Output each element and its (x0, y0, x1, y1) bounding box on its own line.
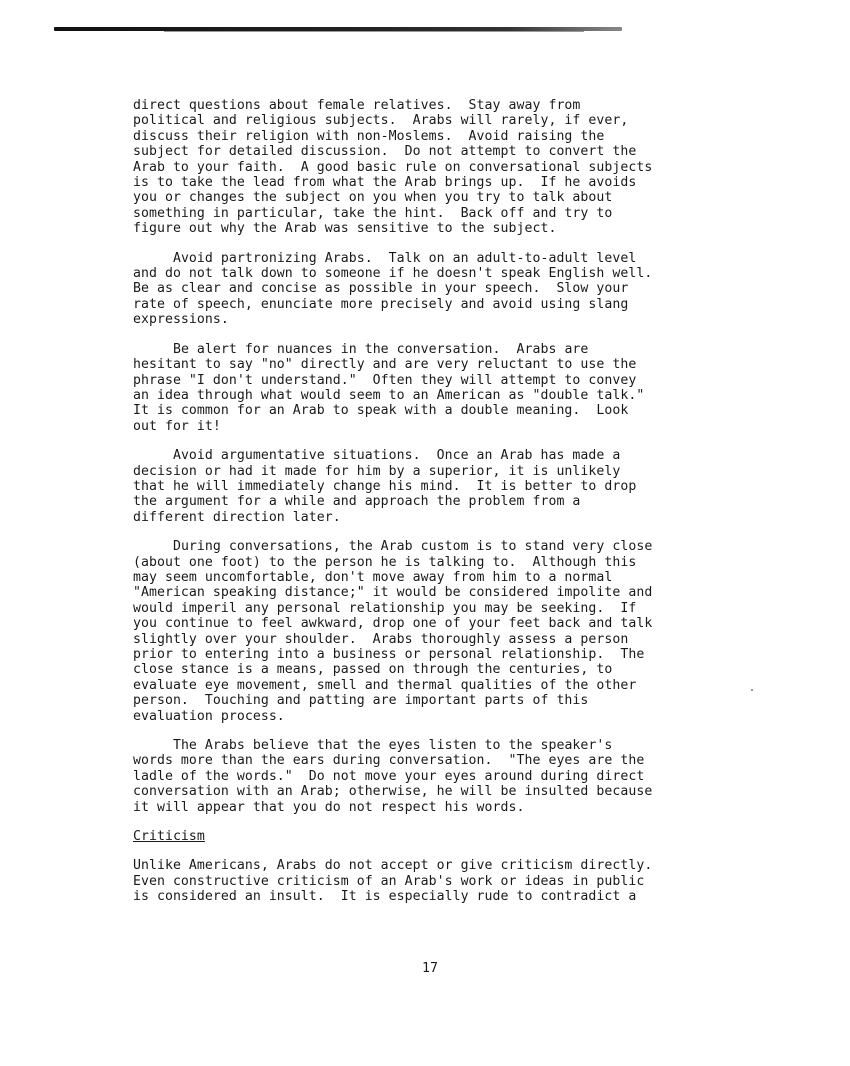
section-heading-criticism: Criticism (133, 829, 205, 845)
page-body (133, 98, 753, 919)
paragraph-stance: During conversations, the Arab custom is to stand very close (about one foot) to the person he is talking to. Although this may seem uncomfortable, don't move away from him to a normal "American speaking distance;" it would be considered impolite and would imperil any personal relationship you may be seeking. If you continue to feel awkward, drop one of your feet back and talk slightly over your shoulder. Arabs thoroughly assess a person prior to entering into a business or personal relationship. The close stance is a means, passed on through the centuries, to evaluate eye movement, smell and thermal qualities of the other person. Touching and patting are important parts of this evaluation process. (133, 539, 653, 724)
paragraph-conversation-topics: direct questions about female relatives. Stay away from political and religious subjects. Arabs will rarely, if ever, discuss their religion with non-Moslems. Avoid raising the subject for detailed discussion. Do not attempt to convert the Arab to your faith. A good basic rule on conversational subjects is to take the lead from what the Arab brings up. If he avoids you or changes the subject on you when you try to talk about something in particular, take the hint. Back off and try to figure out why the Arab was sensitive to the subject. (133, 98, 653, 237)
page-number: 17 (422, 961, 438, 976)
paragraph-eyes: The Arabs believe that the eyes listen to the speaker's words more than the ears during conversation. "The eyes are the ladle of the words." Do not move your eyes around during direct conversation with an Arab; otherwise, he will be insulted because it will appear that you do not respect his words. (133, 738, 653, 815)
paragraph-argumentative: Avoid argumentative situations. Once an Arab has made a decision or had it made for him by a superior, it is unlikely that he will immediately change his mind. It is better to drop the argument for a while and approach the problem from a different direction later. (133, 448, 637, 525)
top-rule (54, 27, 622, 31)
paragraph-patronizing: Avoid partronizing Arabs. Talk on an adult-to-adult level and do not talk down to someone if he doesn't speak English well. Be as clear and concise as possible in your speech. Slow your rate of speech, enunciate more precisely and avoid using slang expressions. (133, 250, 653, 328)
paragraph-criticism: Unlike Americans, Arabs do not accept or give criticism directly. Even constructive criticism of an Arab's work or ideas in public is considered an insult. It is especially rude to contradict a (133, 858, 653, 905)
paragraph-nuances: Be alert for nuances in the conversation. Arabs are hesitant to say "no" directly and are very reluctant to use the phrase "I don't understand." Often they will attempt to convey an idea through what would seem to an American as "double talk." It is common for an Arab to speak with a double meaning. Look out for it! (133, 341, 645, 434)
